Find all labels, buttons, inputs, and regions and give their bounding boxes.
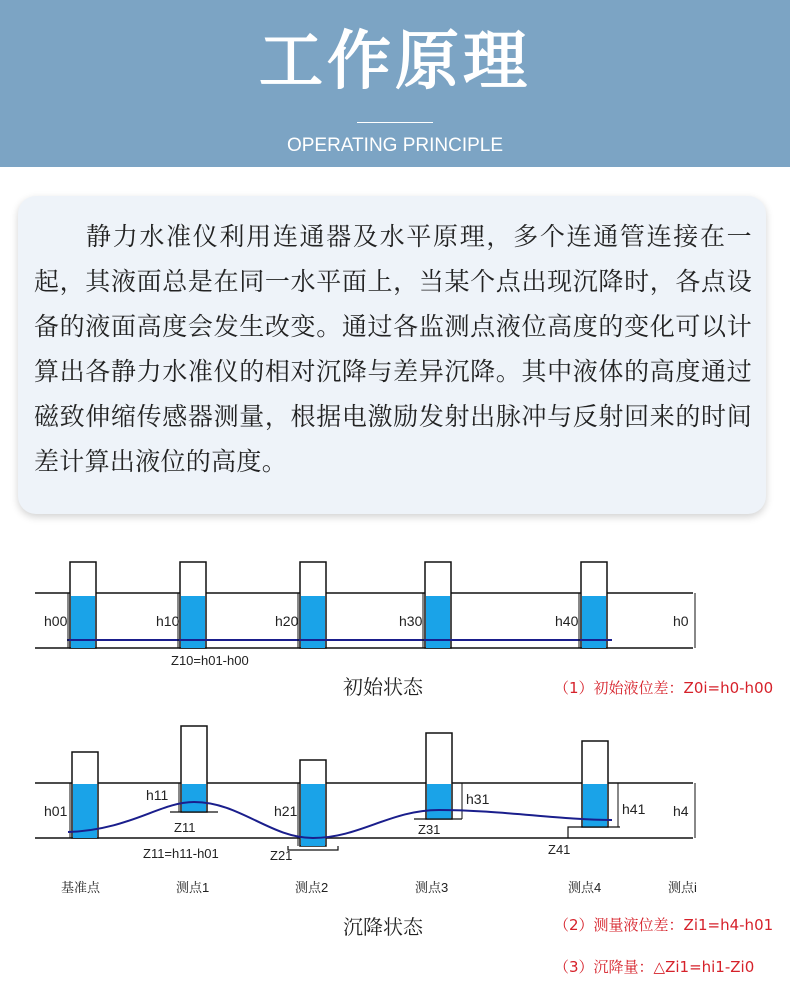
principle-diagram — [0, 540, 790, 1000]
label-h10: h10 — [156, 613, 180, 629]
initial-tube-2 — [300, 562, 326, 648]
settled-tube-reference — [72, 752, 98, 838]
point-label-1: 测点1 — [176, 880, 210, 895]
label-z21: Z21 — [270, 848, 293, 863]
point-label-reference: 基准点 — [61, 880, 101, 895]
title-divider — [357, 122, 433, 123]
settled-state-diagram — [35, 726, 773, 976]
settled-tube-3 — [426, 733, 452, 819]
label-h01: h01 — [44, 803, 68, 819]
label-h40: h40 — [555, 613, 579, 629]
page-subtitle: OPERATING PRINCIPLE — [286, 135, 504, 156]
initial-state-title: 初始状态 — [343, 675, 423, 699]
formula-measured-difference: （2）测量液位差：Zi1=h4-h01 — [554, 916, 774, 934]
label-h21: h21 — [274, 803, 298, 819]
description-card — [18, 196, 766, 514]
label-h11: h11 — [146, 787, 169, 803]
point-label-4: 测点4 — [568, 880, 602, 895]
point-label-i: 测点i — [668, 880, 697, 895]
label-h4: h4 — [673, 803, 689, 819]
initial-state-diagram — [35, 562, 773, 699]
settled-tube-2 — [300, 760, 326, 846]
point-label-2: 测点2 — [295, 880, 329, 895]
initial-tube-3 — [425, 562, 451, 648]
formula-settlement: （3）沉降量：△Zi1=hi1-Zi0 — [554, 958, 755, 976]
settled-state-title: 沉降状态 — [343, 915, 423, 939]
label-h30: h30 — [399, 613, 423, 629]
description-text: 静力水准仪利用连通器及水平原理，多个连通管连接在一起，其液面总是在同一水平面上，当某个点出现沉降时，各点设备的液面高度会发生改变。通过各监测点液位高度的变化可以计算出各静力水准仪的相对沉降与差异沉降。其中液体的高度通过磁致伸缩传感器测量，根据电激励发射出脉冲与反射回来的时间差计算出液位的高度。 — [34, 222, 752, 476]
page-title: 工作原理 — [259, 25, 531, 99]
formula-initial-difference: （1）初始液位差：Z0i=h0-h00 — [554, 679, 774, 697]
initial-z-formula: Z10=h01-h00 — [171, 653, 249, 668]
initial-tube-0 — [70, 562, 96, 648]
label-h0: h0 — [673, 613, 689, 629]
label-h31: h31 — [466, 791, 490, 807]
label-h41: h41 — [622, 801, 646, 817]
settled-tube-4 — [582, 741, 608, 827]
settled-tube-1 — [181, 726, 207, 812]
label-z11: Z11 — [174, 820, 196, 835]
initial-tube-4 — [581, 562, 607, 648]
header-banner — [0, 0, 790, 167]
label-z41: Z41 — [548, 842, 571, 857]
connecting-pipe-settled — [68, 802, 612, 838]
label-h20: h20 — [275, 613, 299, 629]
settled-z-formula: Z11=h11-h01 — [143, 846, 219, 861]
label-h00: h00 — [44, 613, 68, 629]
initial-tube-1 — [180, 562, 206, 648]
point-label-3: 测点3 — [415, 880, 449, 895]
label-z31: Z31 — [418, 822, 441, 837]
